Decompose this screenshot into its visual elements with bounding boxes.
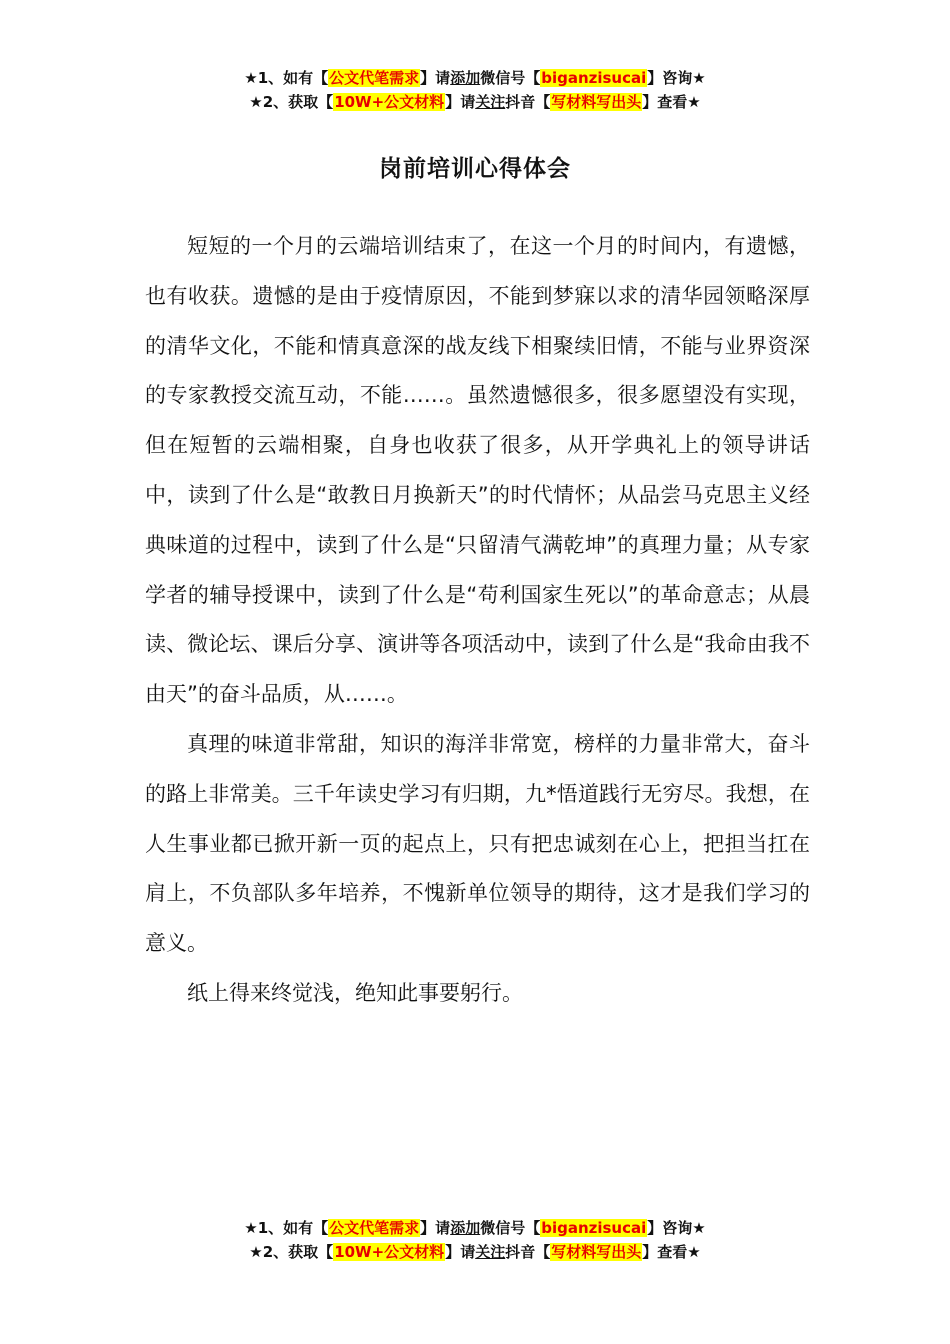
document-title: 岗前培训心得体会 (379, 156, 571, 182)
banner-text: 微信号【 (480, 69, 541, 87)
banner-text: 】查看★ (642, 93, 701, 111)
banner-line-2 (0, 90, 950, 114)
banner-text: 】请 (445, 93, 476, 111)
banner-text: ★1、如有【 (244, 1219, 329, 1237)
banner-line-1 (0, 66, 950, 90)
paragraph-3: 纸上得来终觉浅，绝知此事要躬行。 (187, 980, 523, 1005)
underlined-word: 添加 (450, 1219, 481, 1237)
banner-text: 】咨询★ (647, 69, 706, 87)
document-body (145, 222, 810, 1019)
highlight-douyin-account: 写材料写出头 (551, 93, 642, 111)
banner-line-1 (0, 1216, 950, 1240)
banner-text: 】请 (445, 1243, 476, 1261)
banner-text: ★2、获取【 (249, 93, 334, 111)
banner-text: 】请 (420, 1219, 451, 1237)
banner-text: ★2、获取【 (249, 1243, 334, 1261)
highlight-wechat-id: biganzisucai (541, 69, 647, 87)
underlined-word: 添加 (450, 69, 481, 87)
paragraph-2: 真理的味道非常甜，知识的海洋非常宽，榜样的力量非常大，奋斗的路上非常美。三千年读史学习有归期，九*悟道践行无穷尽。我想，在人生事业都已掀开新一页的起点上，只有把忠诚刻在心上，把担当扛在肩上，不负部队多年培养，不愧新单位领导的期待，这才是我们学习的意义。 (145, 731, 810, 956)
underlined-word: 关注 (475, 1243, 506, 1261)
underlined-word: 关注 (475, 93, 506, 111)
banner-text: 】查看★ (642, 1243, 701, 1261)
highlight-wechat-id: biganzisucai (541, 1219, 647, 1237)
banner-text: 抖音【 (505, 93, 551, 111)
banner-text: 抖音【 (505, 1243, 551, 1261)
highlight-materials: 10W+公文材料 (334, 93, 445, 111)
header-banner (0, 66, 950, 114)
banner-text: ★1、如有【 (244, 69, 329, 87)
banner-line-2 (0, 1240, 950, 1264)
highlight-douyin-account: 写材料写出头 (551, 1243, 642, 1261)
footer-banner (0, 1216, 950, 1264)
banner-text: 微信号【 (480, 1219, 541, 1237)
banner-text: 】请 (420, 69, 451, 87)
paragraph-1: 短短的一个月的云端培训结束了，在这一个月的时间内，有遗憾，也有收获。遗憾的是由于疫情原因，不能到梦寐以求的清华园领略深厚的清华文化，不能和情真意深的战友线下相聚续旧情，不能与业界资深的专家教授交流互动，不能……。虽然遗憾很多，很多愿望没有实现，但在短暂的云端相聚，自身也收获了很多，从开学典礼上的领导讲话中，读到了什么是“敢教日月换新天”的时代情怀；从品尝马克思主义经典味道的过程中，读到了什么是“只留清气满乾坤”的真理力量；从专家学者的辅导授课中，读到了什么是“苟利国家生死以”的革命意志；从晨读、微论坛、课后分享、演讲等各项活动中，读到了什么是“我命由我不由天”的奋斗品质，从……。 (145, 234, 810, 707)
highlight-materials: 10W+公文材料 (334, 1243, 445, 1261)
highlight-service: 公文代笔需求 (329, 69, 420, 87)
highlight-service: 公文代笔需求 (329, 1219, 420, 1237)
banner-text: 】咨询★ (647, 1219, 706, 1237)
